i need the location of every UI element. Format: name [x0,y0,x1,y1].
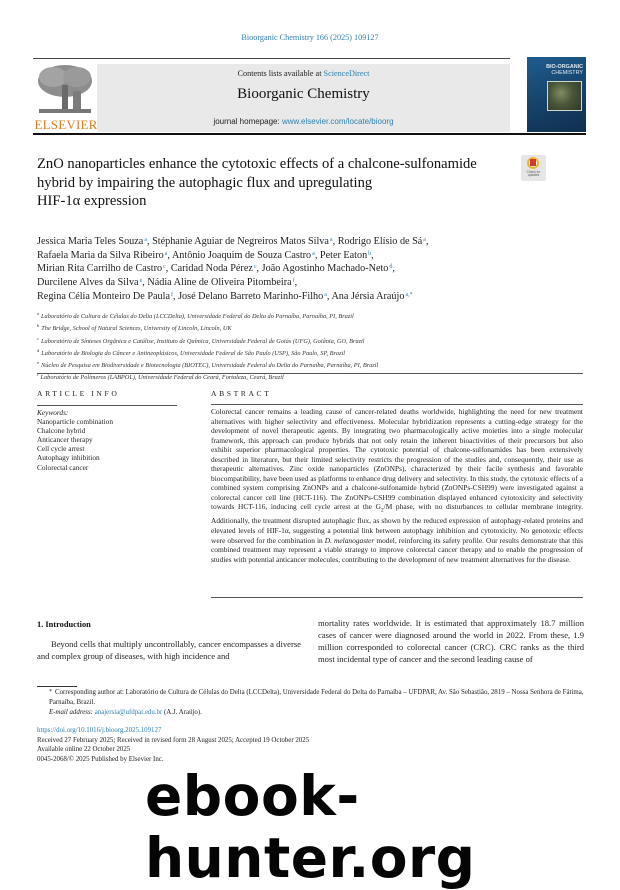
article-title: ZnO nanoparticles enhance the cytotoxic effects of a chalcone-sulfonamide hybrid by impairing the autophagic flux and upregulating HIF-1α expression [37,156,477,209]
author[interactable]: Rodrigo Elísio de Sá$^a$ [337,236,426,247]
affiliation: $^a$ Laboratório de Cultura de Células do Delta (LCCDelta), Universidade Federal do Delta do Parnaíba, Parnaíba, PI, Brazil [37,311,354,321]
sciencedirect-link[interactable]: ScienceDirect [323,69,370,78]
journal-name: Bioorganic Chemistry [237,86,370,102]
cover-title: BIO-ORGANIC CHEMISTRY [546,64,583,76]
affiliation: $^b$ The Bridge, School of Natural Sciences, University of Lincoln, Lincoln, UK [37,323,232,333]
affiliation: $^c$ Laboratório de Sínteses Orgânica e Catálise, Instituto de Química, Universidade Federal de Goiás (UFG), Goiânia, GO, Brazil [37,335,365,345]
article-info-rule [37,405,177,406]
journal-homepage: journal homepage: www.elsevier.com/locate/bioorg [213,117,394,126]
section-heading-introduction: 1. Introduction [37,620,91,629]
article-info-heading: ARTICLE INFO [37,389,120,398]
elsevier-tree-icon [35,63,95,117]
keyword: Anticancer therapy [37,435,93,445]
check-for-updates-button[interactable]: Check for updates [521,155,546,181]
homepage-link[interactable]: www.elsevier.com/locate/bioorg [281,117,394,126]
author[interactable]: José Delano Barreto Marinho-Filho$^a$ [178,290,327,302]
email-link[interactable]: anajersia@ufdpar.edu.br [94,708,163,716]
intro-paragraph-left: Beyond cells that multiply uncontrollably, cancer encompasses a diverse and complex group of diseases, with high incidence and [37,639,301,661]
affiliation: $^f$ Laboratório de Polímeros (LABPOL), Universidade Federal do Ceará, Fortaleza, Ceará, Brazil [37,372,284,382]
journal-cover-image[interactable] [527,57,586,132]
author[interactable]: Antônio Joaquim de Souza Castro$^a$ [171,249,315,261]
author[interactable]: Nádia Aline de Oliveira Pitombeira$^f$ [147,277,295,289]
affiliation: $^d$ Laboratório de Biologia do Câncer e Antineoplásicos, Universidade Federal de São Paulo (USP), São Paulo, SP, Brazil [37,347,346,357]
author[interactable]: João Agostinho Machado-Neto$^d$ [261,263,393,275]
publication-history: Received 27 February 2025; Received in revised form 28 August 2025; Accepted 19 October 2025 [37,736,310,744]
contents-available: Contents lists available at ScienceDirect [237,69,370,78]
watermark: ebook-hunter.org [145,764,476,890]
author[interactable]: Caridad Noda Pérez$^c$ [170,263,257,275]
intro-paragraph-right: mortality rates worldwide. It is estimated that approximately 18.7 million cases of cancer were diagnosed around the world in 2022. From these, 1.9 million corresponded to colorectal cancer (CRC). CRC ranks as the third most incidental type of cancer and the second leading cause of [318,618,584,664]
doi-link[interactable]: https://doi.org/10.1016/j.bioorg.2025.109127 [37,727,162,734]
corresponding-author[interactable]: Ana Jérsia Araújo$^{a,*}$ [331,290,413,302]
journal-citation[interactable]: Bioorganic Chemistry 166 (2025) 109127 [241,33,379,42]
bookmark-icon [530,159,536,166]
author-list: Jessica Maria Teles Souza$^a$, Stéphanie Aguiar de Negreiros Matos Silva$^a$, Rodrigo Elísio de Sá$^a$, Rafaela Maria da Silva Ribeiro$^a$, Antônio Joaquim de Souza Castro$^a$, Peter Eaton$^b$, Mirian Rita Carrilho de Castro$^c$, Caridad Noda Pérez$^c$, João Agostinho Machado-Neto$^d$, Durcilene Alves da Silva$^e$, Nádia Aline de Oliveira Pitombeira$^f$, Regina Célia Monteiro De Paula$^f$, José Delano Barreto Marinho-Filho$^a$, Ana Jérsia Araújo$^{a,*}$ [37,236,429,302]
author[interactable]: Mirian Rita Carrilho de Castro$^c$ [37,263,166,275]
keywords-label: Keywords: [37,408,69,417]
cover-illustration [547,81,582,111]
keywords-list [37,408,177,472]
available-online: Available online 22 October 2025 [37,746,131,753]
corresponding-author-footnote: * Corresponding author at: Laboratório de Cultura de Células do Delta (LCCDelta), Universidade Federal do Delta do Parnaíba – UFDPAR, Av. São Sebastião, 2819 – Nossa Senhora de Fátima, Parnaíba, Brazil. E-mail address: anajersia@ufdpar.edu.br (A.J. Araújo). [49,689,584,716]
keyword: Autophagy inhibition [37,453,100,463]
affiliation: $^e$ Núcleo de Pesquisa em Biodiversidade e Biotecnologia (BIOTEC), Universidade Federal do Delta do Parnaíba, Parnaíba, PI, Brazil [37,360,379,370]
author[interactable]: Regina Célia Monteiro De Paula$^f$ [37,290,173,302]
author[interactable]: Rafaela Maria da Silva Ribeiro$^a$ [37,249,168,261]
section-divider [37,373,583,374]
author[interactable]: Peter Eaton$^b$ [319,249,372,261]
journal-header-box [97,64,510,132]
abstract-rule [211,404,583,405]
keyword: Chalcone hybrid [37,426,86,436]
keyword: Cell cycle arrest [37,444,85,454]
header-top-rule [33,58,510,59]
elsevier-wordmark: ELSEVIER [34,117,98,132]
author[interactable]: Durcilene Alves da Silva$^e$ [37,277,143,289]
copyright: 0045-2068/© 2025 Published by Elsevier Inc. [37,755,164,763]
keyword: Nanoparticle combination [37,417,113,427]
header-bottom-rule [33,133,586,135]
author[interactable]: Jessica Maria Teles Souza$^a$ [37,236,147,247]
footnote-rule [37,686,77,687]
abstract-text: Colorectal cancer remains a leading cause of cancer-related deaths worldwide, highlighting the need for new treatment alternatives with higher selectivity and effectiveness. Molecular hybridization represents a cutting-edge strategy for the development of novel therapeutic agents. By integrating two pharmacologically active moieties into a single molecular framework, this approach can produce hybrids that not only retain the inherent bioactivities of their precursors but also exhibit superior pharmacological properties. The cytotoxic potential of chalcone-sulfonamides has been extensively described in literature, but their limited selectivity restricts the progression of the studies and, consequently, their use as therapeutic alternatives. Zinc oxide nanoparticles (ZnONPs), characterized by their facile synthesis and favorable biocompatibility, have been used as platforms to enhance drug delivery and selectivity. In this study, the cytotoxic effects of a combined system comprising ZnONPs and a chalcone-sulfonamide hybrid (ZnONPs-CSH99) were investigated against a colorectal cancer cell line (HCT-116). The ZnONPs-CSH99 combination displayed enhanced cytotoxicity and selectivity towards HCT-116, inducing cell cycle arrest at the $G_2/M$ phase, with no disturbances to cellular membrane integrity. Additionally, the treatment disrupted autophagic flux, as shown by the reduced expression of autophagy-related proteins and elevated levels of HIF-1α, suggesting a potential link between autophagy inhibition and cytotoxicity. No genotoxic effects were observed for the combination in D. melanogaster model, reinforcing its safety profile. Our results demonstrate that this combined treatment may represent a viable strategy to improve colorectal cancer therapy and to enable the progression of studies with potential anticancer molecules, contributing to the development of new treatment alternatives for the disease. [211,407,584,564]
publication-info [37,726,597,764]
keyword: Colorectal cancer [37,462,89,472]
elsevier-logo[interactable] [33,63,97,133]
author[interactable]: Stéphanie Aguiar de Negreiros Matos Silva$^a$ [152,236,333,247]
affiliation-list [37,309,597,383]
abstract-heading: ABSTRACT [211,389,272,398]
abstract-bottom-rule [211,597,583,598]
